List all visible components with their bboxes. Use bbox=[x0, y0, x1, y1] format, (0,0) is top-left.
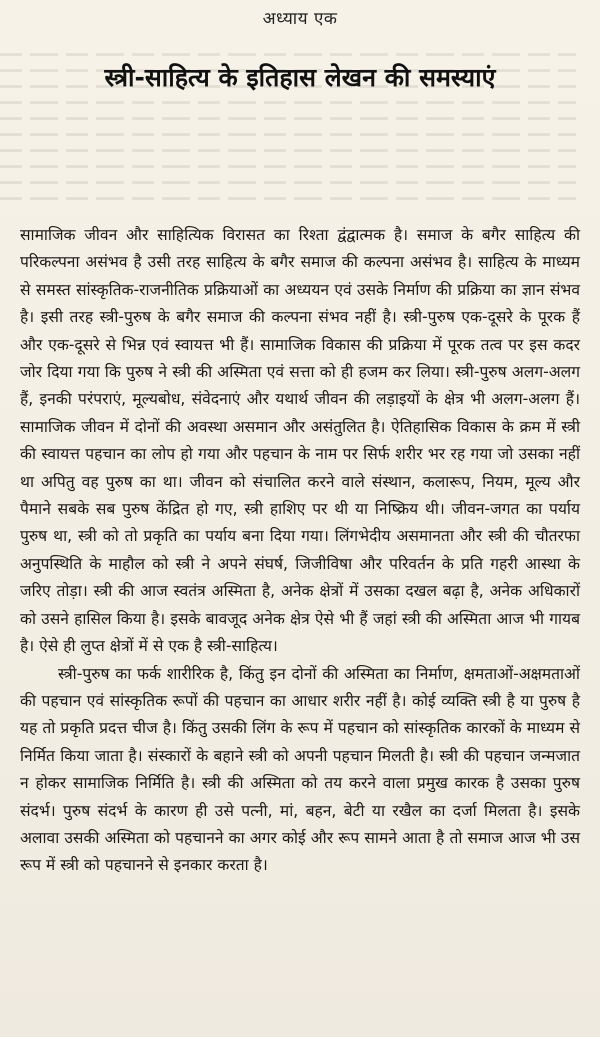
chapter-title: स्त्री-साहित्य के इतिहास लेखन की समस्याएं bbox=[104, 63, 496, 92]
chapter-label: अध्याय एक bbox=[262, 9, 338, 29]
paragraph-2: स्त्री-पुरुष का फर्क शारीरिक है, किंतु इन दोनों की अस्मिता का निर्माण, क्षमताओं-अक्षमताओं की पहचान एवं सांस्कृतिक रूपों की पहचान का आधार शरीर नहीं है। कोई व्यक्ति स्त्री है या पुरुष है यह तो प्रकृति प्रदत्त चीज है। किंतु उसकी लिंग के रूप में पहचान को सांस्कृतिक कारकों के माध्यम से निर्मित किया जाता है। संस्कारों के बहाने स्त्री को अपनी पहचान मिलती है। स्त्री की पहचान जन्मजात न होकर सामाजिक निर्मिति है। स्त्री की अस्मिता को तय करने वाला प्रमुख कारक है उसका पुरुष संदर्भ। पुरुष संदर्भ के कारण ही उसे पत्नी, मां, बहन, बेटी या रखैल का दर्जा मिलता है। इसके अलावा उसकी अस्मिता को पहचानने का अगर कोई और रूप सामने आता है तो समाज आज भी उस रूप में स्त्री को पहचानने से इनकार करता है। bbox=[20, 664, 580, 875]
paragraph-1: सामाजिक जीवन और साहित्यिक विरासत का रिश्ता द्वंद्वात्मक है। समाज के बगैर साहित्य की परिकल्पना असंभव है उसी तरह साहित्य के बगैर समाज की कल्पना असंभव है। साहित्य के माध्यम से समस्त सांस्कृतिक-राजनीतिक प्रक्रियाओं का अध्ययन एवं उसके निर्माण की प्रक्रिया का ज्ञान संभव है। इसी तरह स्त्री-पुरुष के बगैर समाज की कल्पना संभव नहीं है। स्त्री-पुरुष एक-दूसरे के पूरक हैं और एक-दूसरे से भिन्न एवं स्वायत्त भी हैं। सामाजिक विकास की प्रक्रिया में पूरक तत्व पर इस कदर जोर दिया गया कि पुरुष ने स्त्री की अस्मिता एवं सत्ता को ही हजम कर लिया। स्त्री-पुरुष अलग-अलग हैं, इनकी परंपराएं, मूल्यबोध, संवेदनाएं और यथार्थ जीवन की लड़ाइयों के क्षेत्र भी अलग-अलग हैं। सामाजिक जीवन में दोनों की अवस्था असमान और असंतुलित है। ऐतिहासिक विकास के क्रम में स्त्री की स्वायत्त पहचान का लोप हो गया और पहचान के नाम पर सिर्फ शरीर भर रह गया जो उसका नहीं था अपितु वह पुरुष का था। जीवन को संचालित करने वाले संस्थान, कलारूप, नियम, मूल्य और पैमाने सबके सब पुरुष केंद्रित हो गए, स्त्री हाशिए पर थी या निष्क्रिय थी। जीवन-जगत का पर्याय पुरुष था, स्त्री को तो प्रकृति का पर्याय बना दिया गया। लिंगभेदीय असमानता और स्त्री की चौतरफा अनुपस्थिति के माहौल को स्त्री ने अपने संघर्ष, जिजीविषा और परिवर्तन के प्रति गहरी आस्था के जरिए तोड़ा। स्त्री की आज स्वतंत्र अस्मिता है, अनेक क्षेत्रों में उसका दखल बढ़ा है, अनेक अधिकारों को उसने हासिल किया है। इसके बावजूद अनेक क्षेत्र ऐसे भी हैं जहां स्त्री की अस्मिता आज भी गायब है। ऐसे ही लुप्त क्षेत्रों में से एक है स्त्री-साहित्य। bbox=[20, 226, 580, 656]
chapter-body bbox=[20, 222, 580, 880]
